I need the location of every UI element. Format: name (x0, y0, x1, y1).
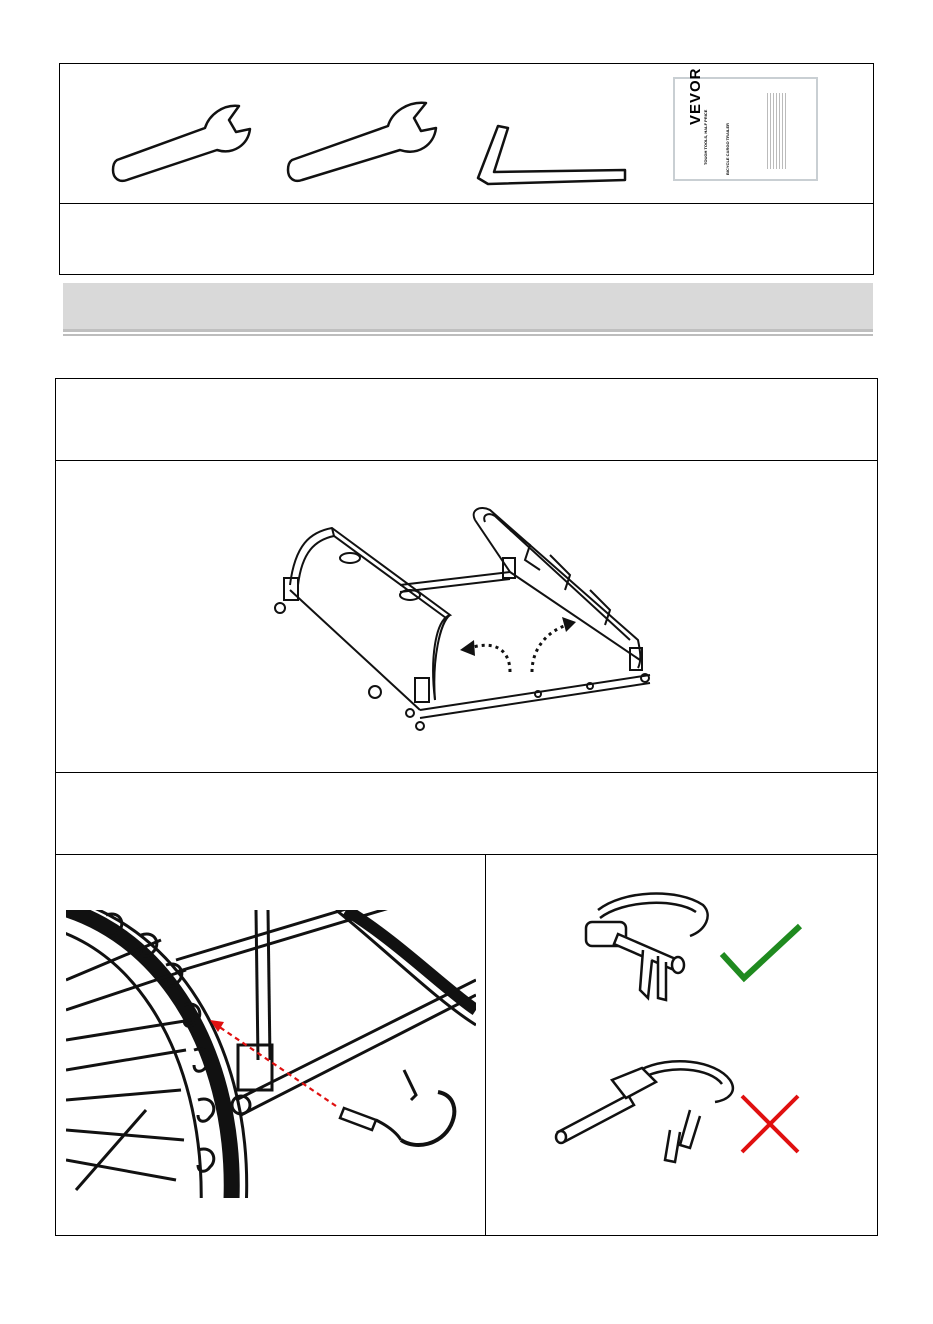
trailer-frame-illustration (270, 500, 660, 735)
manual-product: BICYCLE CARGO TRAILER (725, 123, 730, 175)
section-header-band (63, 283, 873, 332)
wrench-icon (280, 90, 440, 190)
manual-brand: VEVOR (687, 67, 704, 125)
manual-fineprint (767, 93, 787, 169)
manual-tagline: TOUGH TOOLS, HALF PRICE (703, 109, 708, 165)
section-header-underline (63, 334, 873, 336)
hex-key-icon (470, 118, 635, 193)
step2-text-divider-top (55, 772, 878, 773)
cross-icon (738, 1092, 802, 1156)
pin-incorrect-illustration (550, 1050, 750, 1165)
wheel-pin-insertion-illustration (66, 910, 476, 1198)
tools-panel-divider (59, 203, 874, 204)
step2-text-divider-bottom (55, 854, 878, 855)
step1-text-divider (55, 460, 878, 461)
manual-booklet-icon (673, 67, 818, 181)
step2-column-divider (485, 854, 486, 1236)
checkmark-icon (718, 922, 804, 984)
pin-correct-illustration (578, 890, 728, 1010)
wrench-icon (105, 90, 255, 190)
